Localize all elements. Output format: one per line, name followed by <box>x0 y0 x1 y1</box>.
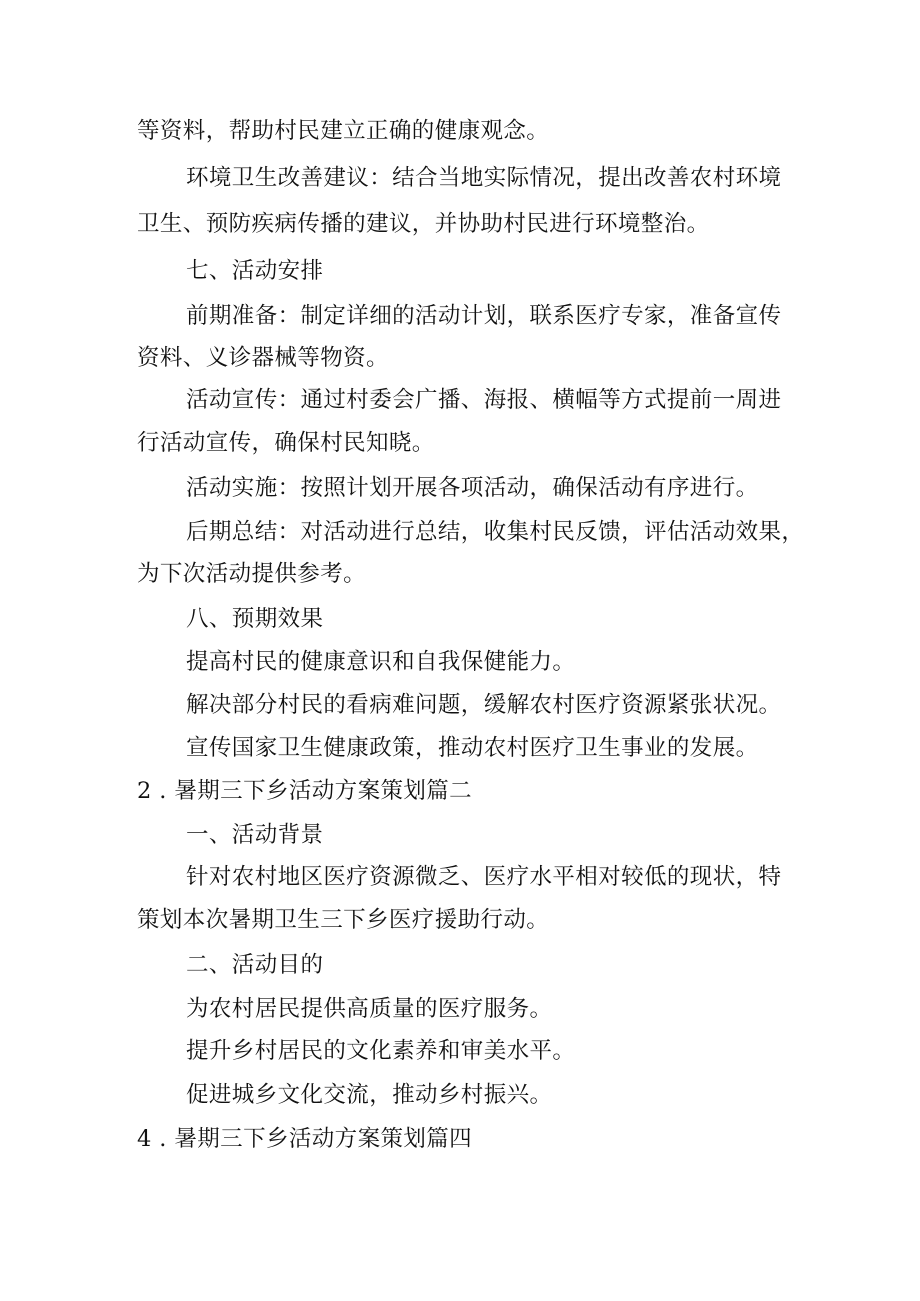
section-heading-expected-effect: 八、预期效果 <box>186 606 324 632</box>
paragraph-line: 提高村民的健康意识和自我保健能力。 <box>186 649 576 675</box>
paragraph-line: 解决部分村民的看病难问题，缓解农村医疗资源紧张状况。 <box>186 692 782 718</box>
text-line: 行活动宣传，确保村民知晓。 <box>137 430 435 456</box>
chapter-heading-part-two: 2 . 暑期三下乡活动方案策划篇二 <box>137 778 473 804</box>
paragraph-line: 宣传国家卫生健康政策，推动农村医疗卫生事业的发展。 <box>186 735 759 761</box>
paragraph-line: 提升乡村居民的文化素养和审美水平。 <box>186 1038 576 1064</box>
paragraph-publicity-line: 活动宣传：通过村委会广播、海报、横幅等方式提前一周进 <box>186 387 782 413</box>
paragraph-environment-line: 环境卫生改善建议：结合当地实际情况，提出改善农村环境 <box>186 165 782 191</box>
text-line: 卫生、预防疾病传播的建议，并协助村民进行环境整治。 <box>137 211 710 237</box>
section-heading-activity-schedule: 七、活动安排 <box>186 258 324 284</box>
text-line: 资料、义诊器械等物资。 <box>137 345 389 371</box>
text-line: 等资料，帮助村民建立正确的健康观念。 <box>137 118 550 144</box>
section-heading-background: 一、活动背景 <box>186 822 324 848</box>
chapter-heading-part-four: 4 . 暑期三下乡活动方案策划篇四 <box>137 1126 473 1152</box>
paragraph-line: 促进城乡文化交流，推动乡村振兴。 <box>186 1082 553 1108</box>
paragraph-line: 为农村居民提供高质量的医疗服务。 <box>186 996 553 1022</box>
text-line: 策划本次暑期卫生三下乡医疗援助行动。 <box>137 907 550 933</box>
paragraph-implementation-line: 活动实施：按照计划开展各项活动，确保活动有序进行。 <box>186 475 759 501</box>
text-line: 为下次活动提供参考。 <box>137 561 367 587</box>
section-heading-purpose: 二、活动目的 <box>186 952 324 978</box>
paragraph-background-line: 针对农村地区医疗资源微乏、医疗水平相对较低的现状，特 <box>186 864 782 890</box>
paragraph-summary-line: 后期总结：对活动进行总结，收集村民反馈，评估活动效果， <box>186 519 805 545</box>
paragraph-preparation-line: 前期准备：制定详细的活动计划，联系医疗专家，准备宣传 <box>186 303 782 329</box>
